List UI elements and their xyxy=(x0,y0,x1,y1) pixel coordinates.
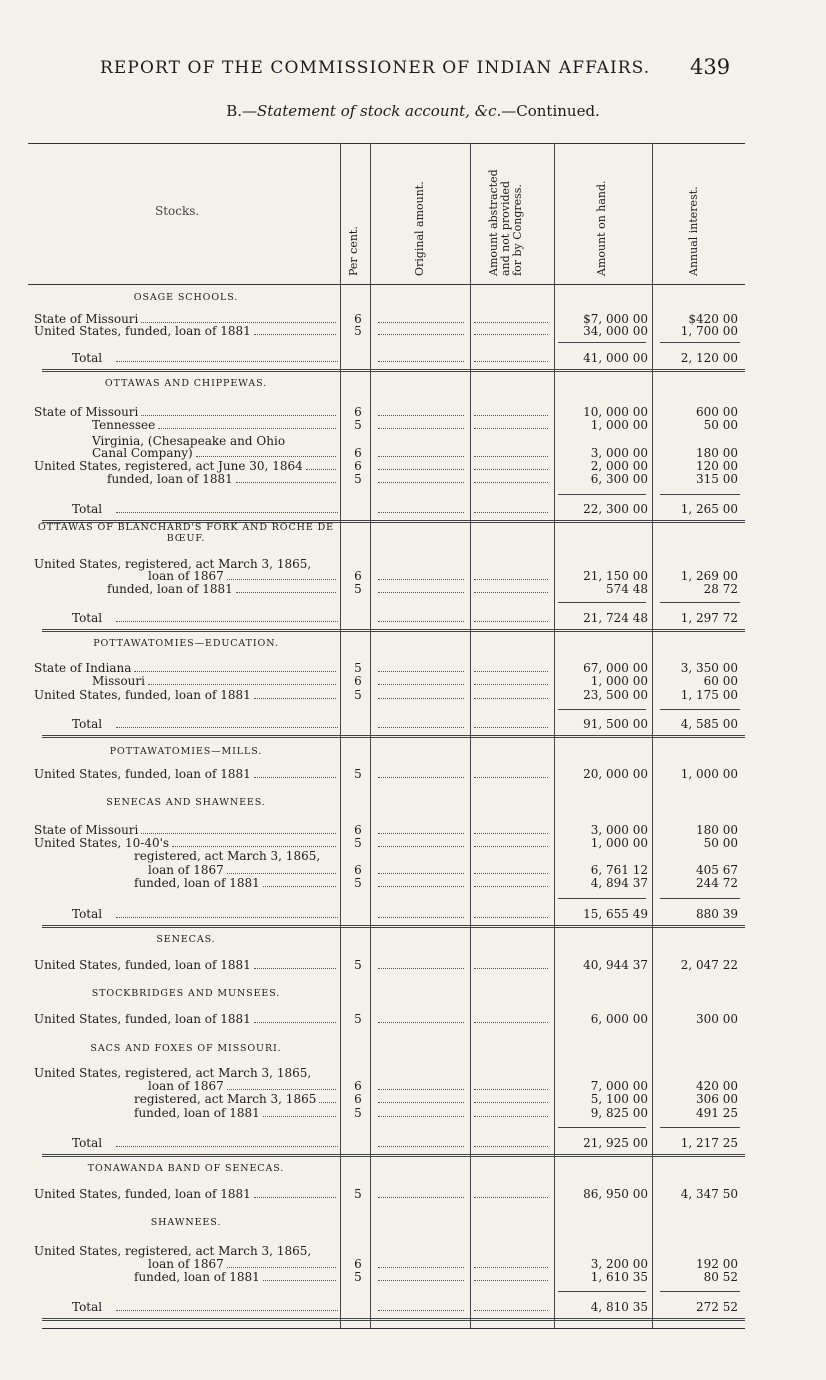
page-number: 439 xyxy=(690,55,731,79)
leader-dots xyxy=(141,406,336,416)
per-cent-value: 6 xyxy=(354,1092,362,1106)
total-amount-on-hand: 15, 655 49 xyxy=(583,907,648,921)
stock-label: United States, funded, loan of 1881 xyxy=(34,1188,251,1201)
stock-label: loan of 1867 xyxy=(148,1080,224,1093)
per-cent-value: 5 xyxy=(354,324,362,338)
original-amount-blank xyxy=(378,612,464,622)
total-row xyxy=(0,612,826,625)
abstracted-amount-blank xyxy=(474,1080,548,1090)
leader-dots xyxy=(116,503,338,513)
annual-interest-value: 1, 700 00 xyxy=(680,324,738,338)
per-cent-value: 6 xyxy=(354,459,362,473)
stock-label: United States, funded, loan of 1881 xyxy=(34,959,251,972)
table-row xyxy=(0,850,826,863)
total-row xyxy=(0,1137,826,1150)
table-row xyxy=(0,325,826,338)
amount-on-hand-value: 574 48 xyxy=(606,582,648,596)
leader-dots xyxy=(196,447,336,457)
original-amount-blank xyxy=(378,675,464,685)
annual-interest-value: 80 52 xyxy=(703,1270,738,1284)
stock-label: State of Missouri xyxy=(34,313,139,326)
total-row xyxy=(0,503,826,516)
original-amount-blank xyxy=(378,325,464,335)
table-row xyxy=(0,1188,826,1201)
amount-on-hand-value: 9, 825 00 xyxy=(590,1106,648,1120)
subtitle-italic: Statement of stock account, &c. xyxy=(256,102,502,120)
annual-interest-value: 180 00 xyxy=(696,446,738,460)
total-annual-interest: 1, 217 25 xyxy=(680,1136,738,1150)
original-amount-blank xyxy=(378,583,464,593)
per-cent-value: 5 xyxy=(354,472,362,486)
stock-label: Missouri xyxy=(92,675,145,688)
annual-interest-value: 3, 350 00 xyxy=(680,661,738,675)
annual-interest-value: 2, 047 22 xyxy=(680,958,738,972)
original-amount-blank xyxy=(378,768,464,778)
stock-label: State of Missouri xyxy=(34,824,139,837)
sum-rule xyxy=(660,1291,740,1292)
total-double-rule xyxy=(42,369,745,372)
amount-on-hand-value: 20, 000 00 xyxy=(583,767,648,781)
abstracted-amount-blank xyxy=(474,352,548,362)
stock-label: State of Missouri xyxy=(34,406,139,419)
amount-on-hand-value: 10, 000 00 xyxy=(583,405,648,419)
leader-dots xyxy=(116,1301,338,1311)
per-cent-value: 5 xyxy=(354,661,362,675)
abstracted-amount-blank xyxy=(474,1271,548,1281)
total-label: Total xyxy=(72,503,103,516)
per-cent-value: 5 xyxy=(354,582,362,596)
amount-on-hand-value: 3, 000 00 xyxy=(590,823,648,837)
leader-dots xyxy=(116,352,338,362)
annual-interest-value: 600 00 xyxy=(696,405,738,419)
annual-interest-value: 60 00 xyxy=(703,674,738,688)
sum-rule xyxy=(660,898,740,899)
per-cent-value: 6 xyxy=(354,863,362,877)
total-row xyxy=(0,718,826,731)
stock-label: United States, funded, loan of 1881 xyxy=(34,689,251,702)
abstracted-amount-blank xyxy=(474,662,548,672)
table-row xyxy=(0,1107,826,1120)
abstracted-amount-blank xyxy=(474,406,548,416)
sum-rule xyxy=(660,1127,740,1128)
table-row xyxy=(0,824,826,837)
section-title: OTTAWAS OF BLANCHARD'S FORK AND ROCHE DE BŒUF. xyxy=(38,522,334,544)
table-row xyxy=(0,675,826,688)
total-amount-on-hand: 22, 300 00 xyxy=(583,502,648,516)
table-row xyxy=(0,689,826,702)
abstracted-amount-blank xyxy=(474,1188,548,1198)
original-amount-blank xyxy=(378,570,464,580)
table-row xyxy=(0,1271,826,1284)
leader-dots xyxy=(158,419,336,429)
sum-rule xyxy=(558,898,646,899)
table-bottom-rule xyxy=(42,1328,745,1329)
table-row xyxy=(0,570,826,583)
original-amount-blank xyxy=(378,313,464,323)
original-amount-blank xyxy=(378,447,464,457)
section-title: OSAGE SCHOOLS. xyxy=(133,292,239,303)
annual-interest-value: 28 72 xyxy=(703,582,738,596)
leader-dots xyxy=(227,1080,336,1090)
section-title: TONAWANDA BAND OF SENECAS. xyxy=(87,1163,285,1174)
total-amount-on-hand: 21, 925 00 xyxy=(583,1136,648,1150)
total-row xyxy=(0,1301,826,1314)
sum-rule xyxy=(558,1291,646,1292)
table-row xyxy=(0,419,826,432)
abstracted-amount-blank xyxy=(474,460,548,470)
amount-on-hand-value: 67, 000 00 xyxy=(583,661,648,675)
table-row xyxy=(0,959,826,972)
sum-rule xyxy=(558,342,646,343)
per-cent-value: 6 xyxy=(354,674,362,688)
stock-label: funded, loan of 1881 xyxy=(134,1107,260,1120)
stock-label: loan of 1867 xyxy=(148,1258,224,1271)
stock-label: funded, loan of 1881 xyxy=(134,1271,260,1284)
annual-interest-value: 306 00 xyxy=(696,1092,738,1106)
total-annual-interest: 2, 120 00 xyxy=(680,351,738,365)
column-header-amount-on-hand: Amount on hand. xyxy=(595,180,608,276)
amount-on-hand-value: 6, 000 00 xyxy=(590,1012,648,1026)
original-amount-blank xyxy=(378,1137,464,1147)
total-amount-on-hand: 41, 000 00 xyxy=(583,351,648,365)
column-header-stocks: Stocks. xyxy=(155,204,200,218)
annual-interest-value: 50 00 xyxy=(703,418,738,432)
annual-interest-value: $420 00 xyxy=(688,312,738,326)
annual-interest-value: 405 67 xyxy=(696,863,738,877)
sum-rule xyxy=(660,342,740,343)
total-label: Total xyxy=(72,1137,103,1150)
table-row xyxy=(0,406,826,419)
stock-label: Tennessee xyxy=(92,419,156,432)
table-row xyxy=(0,662,826,675)
annual-interest-value: 420 00 xyxy=(696,1079,738,1093)
stock-label: United States, 10-40's xyxy=(34,837,170,850)
per-cent-value: 5 xyxy=(354,1187,362,1201)
header-bottom-rule xyxy=(28,284,745,285)
amount-on-hand-value: 7, 000 00 xyxy=(590,1079,648,1093)
annual-interest-value: 1, 175 00 xyxy=(680,688,738,702)
sum-rule xyxy=(558,1127,646,1128)
total-amount-on-hand: 91, 500 00 xyxy=(583,717,648,731)
stock-label: United States, registered, act June 30, 1864 xyxy=(34,460,303,473)
per-cent-value: 6 xyxy=(354,1257,362,1271)
sum-rule xyxy=(660,602,740,603)
table-row xyxy=(0,1013,826,1026)
annual-interest-value: 4, 347 50 xyxy=(680,1187,738,1201)
table-row xyxy=(0,1258,826,1271)
leader-dots xyxy=(141,824,336,834)
sum-rule xyxy=(558,709,646,710)
annual-interest-value: 491 25 xyxy=(696,1106,738,1120)
column-header-annual-interest: Annual interest. xyxy=(687,186,700,276)
original-amount-blank xyxy=(378,959,464,969)
leader-dots xyxy=(116,612,338,622)
abstracted-amount-blank xyxy=(474,837,548,847)
original-amount-blank xyxy=(378,864,464,874)
total-double-rule xyxy=(42,629,745,632)
amount-on-hand-value: 1, 000 00 xyxy=(590,836,648,850)
leader-dots xyxy=(227,570,336,580)
abstracted-amount-blank xyxy=(474,1013,548,1023)
amount-on-hand-value: 1, 000 00 xyxy=(590,418,648,432)
leader-dots xyxy=(254,1013,336,1023)
total-label: Total xyxy=(72,352,103,365)
leader-dots xyxy=(254,1188,336,1198)
abstracted-amount-blank xyxy=(474,768,548,778)
original-amount-blank xyxy=(378,824,464,834)
amount-on-hand-value: 3, 200 00 xyxy=(590,1257,648,1271)
original-amount-blank xyxy=(378,718,464,728)
annual-interest-value: 1, 000 00 xyxy=(680,767,738,781)
section-title: POTTAWATOMIES—MILLS. xyxy=(109,746,263,757)
sum-rule xyxy=(660,709,740,710)
total-label: Total xyxy=(72,908,103,921)
sum-rule xyxy=(558,602,646,603)
original-amount-blank xyxy=(378,1188,464,1198)
original-amount-blank xyxy=(378,689,464,699)
abstracted-amount-blank xyxy=(474,824,548,834)
column-header-original-amount: Original amount. xyxy=(413,181,426,276)
original-amount-blank xyxy=(378,352,464,362)
per-cent-value: 6 xyxy=(354,405,362,419)
per-cent-value: 6 xyxy=(354,446,362,460)
leader-dots xyxy=(254,768,336,778)
per-cent-value: 6 xyxy=(354,823,362,837)
original-amount-blank xyxy=(378,473,464,483)
table-row xyxy=(0,1093,826,1106)
per-cent-value: 5 xyxy=(354,767,362,781)
leader-dots xyxy=(141,313,336,323)
leader-dots xyxy=(236,583,336,593)
abstracted-amount-blank xyxy=(474,612,548,622)
amount-on-hand-value: 34, 000 00 xyxy=(583,324,648,338)
amount-on-hand-value: 86, 950 00 xyxy=(583,1187,648,1201)
page-title: REPORT OF THE COMMISSIONER OF INDIAN AFFAIRS. xyxy=(100,58,651,78)
sum-rule xyxy=(558,494,646,495)
leader-dots xyxy=(116,1137,338,1147)
amount-on-hand-value: 23, 500 00 xyxy=(583,688,648,702)
stock-label: funded, loan of 1881 xyxy=(134,877,260,890)
total-annual-interest: 1, 265 00 xyxy=(680,502,738,516)
stock-label: United States, funded, loan of 1881 xyxy=(34,1013,251,1026)
amount-on-hand-value: 21, 150 00 xyxy=(583,569,648,583)
original-amount-blank xyxy=(378,503,464,513)
original-amount-blank xyxy=(378,1013,464,1023)
annual-interest-value: 192 00 xyxy=(696,1257,738,1271)
abstracted-amount-blank xyxy=(474,718,548,728)
leader-dots xyxy=(254,689,336,699)
abstracted-amount-blank xyxy=(474,675,548,685)
total-annual-interest: 1, 297 72 xyxy=(680,611,738,625)
stock-label: United States, registered, act March 3, 1865, xyxy=(34,558,312,571)
amount-on-hand-value: 5, 100 00 xyxy=(590,1092,648,1106)
original-amount-blank xyxy=(378,419,464,429)
section-title: SENECAS AND SHAWNEES. xyxy=(106,797,266,808)
amount-on-hand-value: 3, 000 00 xyxy=(590,446,648,460)
abstracted-amount-blank xyxy=(474,1137,548,1147)
amount-on-hand-value: 6, 761 12 xyxy=(590,863,648,877)
annual-interest-value: 315 00 xyxy=(696,472,738,486)
per-cent-value: 6 xyxy=(354,312,362,326)
abstracted-amount-blank xyxy=(474,959,548,969)
abstracted-amount-blank xyxy=(474,473,548,483)
original-amount-blank xyxy=(378,1301,464,1311)
original-amount-blank xyxy=(378,1080,464,1090)
stock-label: United States, funded, loan of 1881 xyxy=(34,325,251,338)
leader-dots xyxy=(134,662,336,672)
table-row xyxy=(0,837,826,850)
total-annual-interest: 880 39 xyxy=(696,907,738,921)
leader-dots xyxy=(319,1093,336,1103)
leader-dots xyxy=(254,959,336,969)
per-cent-value: 6 xyxy=(354,569,362,583)
abstracted-amount-blank xyxy=(474,689,548,699)
leader-dots xyxy=(236,473,336,483)
section-title: SACS AND FOXES OF MISSOURI. xyxy=(90,1043,282,1054)
subtitle-prefix: B.— xyxy=(226,102,257,120)
amount-on-hand-value: 6, 300 00 xyxy=(590,472,648,486)
per-cent-value: 5 xyxy=(354,1270,362,1284)
per-cent-value: 5 xyxy=(354,688,362,702)
amount-on-hand-value: $7, 000 00 xyxy=(583,312,648,326)
amount-on-hand-value: 1, 610 35 xyxy=(590,1270,648,1284)
total-annual-interest: 4, 585 00 xyxy=(680,717,738,731)
original-amount-blank xyxy=(378,460,464,470)
section-title: OTTAWAS AND CHIPPEWAS. xyxy=(104,378,268,389)
column-header-abstracted-3: for by Congress. xyxy=(511,184,524,276)
per-cent-value: 5 xyxy=(354,1106,362,1120)
total-double-rule xyxy=(42,925,745,928)
stock-label: registered, act March 3, 1865, xyxy=(134,850,321,863)
original-amount-blank xyxy=(378,1271,464,1281)
abstracted-amount-blank xyxy=(474,1107,548,1117)
total-row xyxy=(0,908,826,921)
abstracted-amount-blank xyxy=(474,877,548,887)
original-amount-blank xyxy=(378,662,464,672)
per-cent-value: 5 xyxy=(354,876,362,890)
amount-on-hand-value: 4, 894 37 xyxy=(590,876,648,890)
leader-dots xyxy=(263,1271,336,1281)
table-top-rule xyxy=(28,143,745,144)
amount-on-hand-value: 2, 000 00 xyxy=(590,459,648,473)
leader-dots xyxy=(227,864,336,874)
original-amount-blank xyxy=(378,1107,464,1117)
stock-label: registered, act March 3, 1865 xyxy=(134,1093,317,1106)
annual-interest-value: 300 00 xyxy=(696,1012,738,1026)
stock-label: funded, loan of 1881 xyxy=(107,473,233,486)
table-row xyxy=(0,877,826,890)
original-amount-blank xyxy=(378,837,464,847)
table-subtitle xyxy=(0,102,826,120)
original-amount-blank xyxy=(378,1093,464,1103)
leader-dots xyxy=(263,877,336,887)
column-header-abstracted-1: Amount abstracted xyxy=(487,169,500,276)
abstracted-amount-blank xyxy=(474,1258,548,1268)
leader-dots xyxy=(116,718,338,728)
total-double-rule xyxy=(42,735,745,738)
per-cent-value: 6 xyxy=(354,1079,362,1093)
section-title: SENECAS. xyxy=(156,934,216,945)
stock-label: United States, registered, act March 3, 1865, xyxy=(34,1067,312,1080)
abstracted-amount-blank xyxy=(474,908,548,918)
original-amount-blank xyxy=(378,1258,464,1268)
stock-label: Virginia, (Chesapeake and Ohio xyxy=(92,435,286,448)
section-title: STOCKBRIDGES AND MUNSEES. xyxy=(91,988,281,999)
stock-label: State of Indiana xyxy=(34,662,132,675)
column-header-per-cent: Per cent. xyxy=(347,226,360,276)
abstracted-amount-blank xyxy=(474,864,548,874)
table-row xyxy=(0,583,826,596)
stock-label: Canal Company) xyxy=(92,447,193,460)
original-amount-blank xyxy=(378,908,464,918)
original-amount-blank xyxy=(378,406,464,416)
annual-interest-value: 1, 269 00 xyxy=(680,569,738,583)
abstracted-amount-blank xyxy=(474,1301,548,1311)
section-title: SHAWNEES. xyxy=(150,1217,222,1228)
total-annual-interest: 272 52 xyxy=(696,1300,738,1314)
abstracted-amount-blank xyxy=(474,1093,548,1103)
abstracted-amount-blank xyxy=(474,570,548,580)
abstracted-amount-blank xyxy=(474,313,548,323)
stock-label: funded, loan of 1881 xyxy=(107,583,233,596)
amount-on-hand-value: 40, 944 37 xyxy=(583,958,648,972)
leader-dots xyxy=(172,837,336,847)
table-row xyxy=(0,768,826,781)
annual-interest-value: 50 00 xyxy=(703,836,738,850)
total-double-rule xyxy=(42,1154,745,1157)
section-title: POTTAWATOMIES—EDUCATION. xyxy=(93,638,279,649)
subtitle-suffix: —Continued. xyxy=(501,102,600,120)
total-row xyxy=(0,352,826,365)
leader-dots xyxy=(227,1258,336,1268)
abstracted-amount-blank xyxy=(474,503,548,513)
total-label: Total xyxy=(72,612,103,625)
total-amount-on-hand: 21, 724 48 xyxy=(583,611,648,625)
stock-label: United States, funded, loan of 1881 xyxy=(34,768,251,781)
stock-label: United States, registered, act March 3, 1865, xyxy=(34,1245,312,1258)
original-amount-blank xyxy=(378,877,464,887)
stock-label: loan of 1867 xyxy=(148,570,224,583)
per-cent-value: 5 xyxy=(354,958,362,972)
annual-interest-value: 244 72 xyxy=(696,876,738,890)
amount-on-hand-value: 1, 000 00 xyxy=(590,674,648,688)
abstracted-amount-blank xyxy=(474,583,548,593)
total-label: Total xyxy=(72,1301,103,1314)
leader-dots xyxy=(263,1107,336,1117)
table-row xyxy=(0,473,826,486)
total-amount-on-hand: 4, 810 35 xyxy=(590,1300,648,1314)
total-double-rule xyxy=(42,1318,745,1321)
per-cent-value: 5 xyxy=(354,418,362,432)
abstracted-amount-blank xyxy=(474,325,548,335)
abstracted-amount-blank xyxy=(474,447,548,457)
leader-dots xyxy=(148,675,336,685)
leader-dots xyxy=(306,460,336,470)
per-cent-value: 5 xyxy=(354,1012,362,1026)
abstracted-amount-blank xyxy=(474,419,548,429)
annual-interest-value: 120 00 xyxy=(696,459,738,473)
stock-label: loan of 1867 xyxy=(148,864,224,877)
sum-rule xyxy=(660,494,740,495)
total-label: Total xyxy=(72,718,103,731)
annual-interest-value: 180 00 xyxy=(696,823,738,837)
leader-dots xyxy=(116,908,338,918)
column-header-abstracted-2: and not provided xyxy=(499,180,512,276)
leader-dots xyxy=(254,325,336,335)
per-cent-value: 5 xyxy=(354,836,362,850)
